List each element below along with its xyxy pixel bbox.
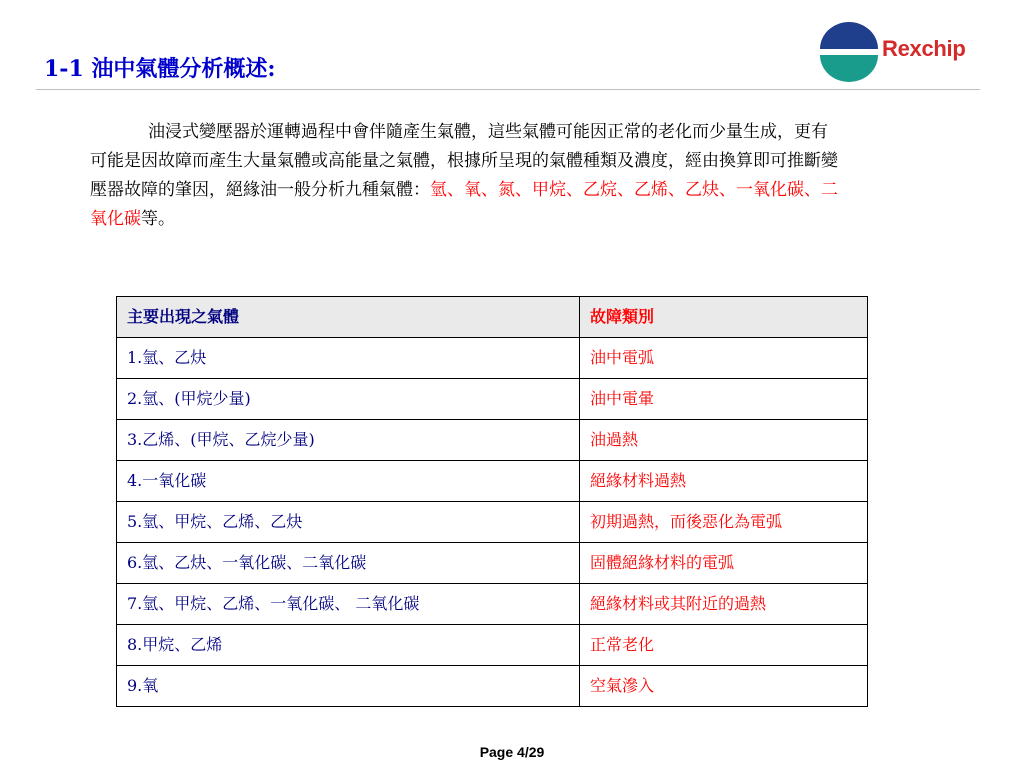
header-gas: 主要出現之氣體	[117, 297, 580, 338]
gas-cell: 9.氧	[117, 666, 580, 707]
fault-cell: 初期過熱，而後惡化為電弧	[580, 502, 868, 543]
page-title: 1-1 油中氣體分析概述:	[44, 56, 276, 82]
intro-text: 油浸式變壓器於運轉過程中會伴隨產生氣體，這些氣體可能因正常的老化而少量生成，更有可能是因故障而產生大量氣體或高能量之氣體，根據所呈現的氣體種類及濃度，經由換算即可推斷變壓器故障的肇因，絕緣油一般分析九種氣體：	[90, 122, 838, 200]
page-number: Page 4/29	[479, 744, 545, 760]
gas-cell: 6.氫、乙炔、一氧化碳、二氧化碳	[117, 543, 580, 584]
table-row	[117, 338, 868, 379]
table-row	[117, 543, 868, 584]
gas-list: 氫、氧、氮、甲烷、乙烷、乙烯、乙炔、一氧化碳、二氧化碳	[90, 180, 838, 229]
fault-cell: 固體絕緣材料的電弧	[580, 543, 868, 584]
gas-cell: 1.氫、乙炔	[117, 338, 580, 379]
fault-cell: 油中電弧	[580, 338, 868, 379]
gas-cell: 2.氫、(甲烷少量)	[117, 379, 580, 420]
intro-tail: 等。	[141, 209, 175, 229]
fault-cell: 空氣滲入	[580, 666, 868, 707]
fault-cell: 絕緣材料或其附近的過熱	[580, 584, 868, 625]
table-row	[117, 379, 868, 420]
gas-cell: 8.甲烷、乙烯	[117, 625, 580, 666]
header-fault: 故障類別	[580, 297, 868, 338]
fault-cell: 油過熱	[580, 420, 868, 461]
table-row	[117, 625, 868, 666]
gas-cell: 3.乙烯、(甲烷、乙烷少量)	[117, 420, 580, 461]
rexchip-logo	[818, 22, 988, 82]
fault-cell: 正常老化	[580, 625, 868, 666]
logo-text: Rexchip	[882, 36, 966, 61]
gas-cell: 7.氫、甲烷、乙烯、一氧化碳、 二氧化碳	[117, 584, 580, 625]
title-divider	[36, 89, 980, 90]
fault-cell: 油中電暈	[580, 379, 868, 420]
table-row	[117, 461, 868, 502]
table-header-row	[117, 297, 868, 338]
table-row	[117, 584, 868, 625]
gas-cell: 4.一氧化碳	[117, 461, 580, 502]
gas-cell: 5.氫、甲烷、乙烯、乙炔	[117, 502, 580, 543]
fault-cell: 絕緣材料過熱	[580, 461, 868, 502]
logo-mark-icon	[818, 22, 880, 82]
gas-fault-table	[116, 296, 868, 707]
table-row	[117, 502, 868, 543]
table-row	[117, 666, 868, 707]
intro-paragraph	[90, 118, 842, 234]
table-row	[117, 420, 868, 461]
